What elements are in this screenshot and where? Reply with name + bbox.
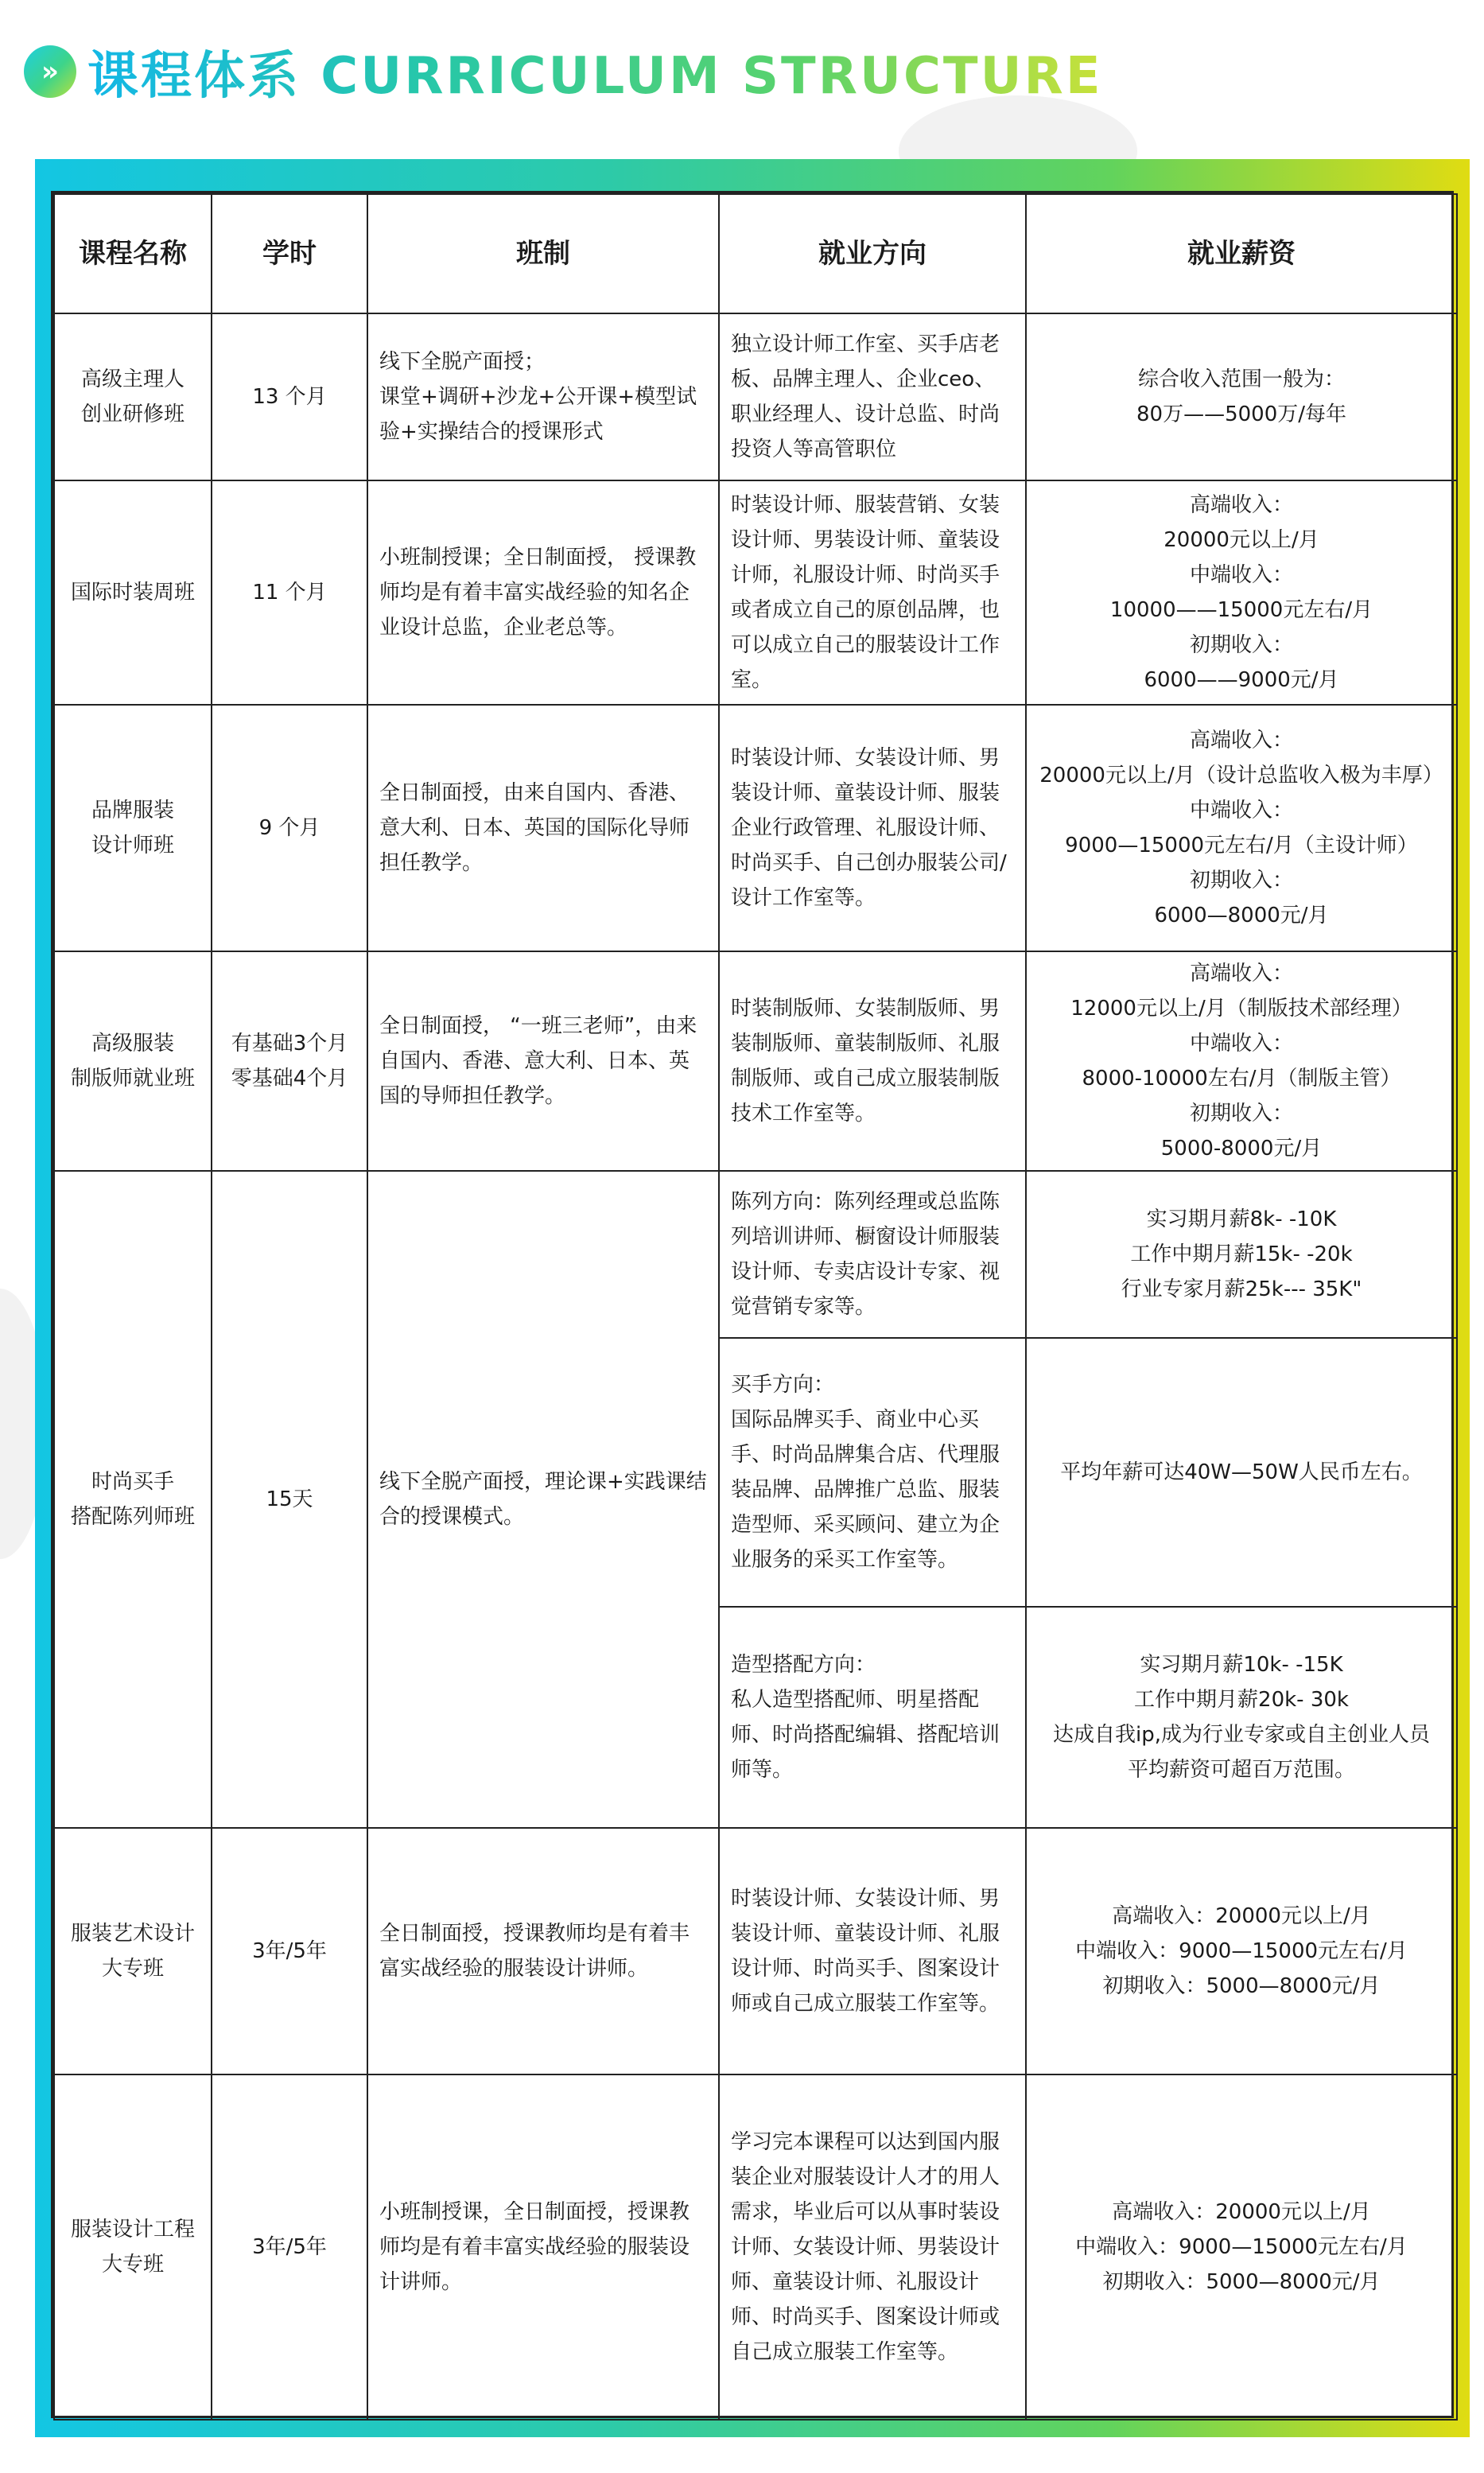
career-direction-cell: 时装设计师、女装设计师、男装设计师、童装设计师、礼服设计师、时尚买手、图案设计师或自己成立服装工作室等。	[719, 1828, 1026, 2074]
salary-cell: 实习期月薪8k- -10K 工作中期月薪15k- -20k 行业专家月薪25k--- 35K"	[1026, 1171, 1457, 1338]
course-name-cell: 国际时装周班	[54, 480, 212, 705]
curriculum-table	[53, 193, 1458, 2421]
header-class-format: 班制	[367, 194, 719, 313]
class-format-cell: 线下全脱产面授，理论课+实践课结合的授课模式。	[367, 1171, 719, 1828]
duration-cell: 3年/5年	[212, 1828, 367, 2074]
table-row	[54, 2074, 1457, 2420]
course-name-cell: 品牌服装 设计师班	[54, 705, 212, 951]
header-salary: 就业薪资	[1026, 194, 1457, 313]
career-direction-cell: 学习完本课程可以达到国内服装企业对服装设计人才的用人需求，毕业后可以从事时装设计师、女装设计师、男装设计师、童装设计师、礼服设计师、时尚买手、图案设计师或自己成立服装工作室等。	[719, 2074, 1026, 2420]
salary-cell: 高端收入： 12000元以上/月（制版技术部经理） 中端收入： 8000-10000左右/月（制版主管） 初期收入： 5000-8000元/月	[1026, 951, 1457, 1171]
salary-cell: 高端收入： 20000元以上/月（设计总监收入极为丰厚） 中端收入： 9000—15000元左右/月（主设计师） 初期收入： 6000—8000元/月	[1026, 705, 1457, 951]
career-direction-cell: 时装制版师、女装制版师、男装制版师、童装制版师、礼服制版师、或自己成立服装制版技术工作室等。	[719, 951, 1026, 1171]
salary-cell: 高端收入：20000元以上/月 中端收入：9000—15000元左右/月 初期收入：5000—8000元/月	[1026, 2074, 1457, 2420]
duration-cell: 15天	[212, 1171, 367, 1828]
duration-cell: 3年/5年	[212, 2074, 367, 2420]
class-format-cell: 全日制面授，由来自国内、香港、意大利、日本、英国的国际化导师担任教学。	[367, 705, 719, 951]
salary-cell: 高端收入： 20000元以上/月 中端收入： 10000——15000元左右/月 初期收入： 6000——9000元/月	[1026, 480, 1457, 705]
table-row	[54, 480, 1457, 705]
career-direction-cell: 造型搭配方向： 私人造型搭配师、明星搭配师、时尚搭配编辑、搭配培训师等。	[719, 1607, 1026, 1828]
table-row	[54, 1828, 1457, 2074]
header-career-direction: 就业方向	[719, 194, 1026, 313]
course-name-cell: 高级主理人 创业研修班	[54, 313, 212, 480]
career-direction-cell: 独立设计师工作室、买手店老板、品牌主理人、企业ceo、职业经理人、设计总监、时尚投资人等高管职位	[719, 313, 1026, 480]
header-duration: 学时	[212, 194, 367, 313]
table-row	[54, 951, 1457, 1171]
class-format-cell: 小班制授课；全日制面授， 授课教师均是有着丰富实战经验的知名企业设计总监，企业老总等。	[367, 480, 719, 705]
career-direction-cell: 时装设计师、服装营销、女装设计师、男装设计师、童装设计师，礼服设计师、时尚买手或者成立自己的原创品牌，也可以成立自己的服装设计工作室。	[719, 480, 1026, 705]
duration-cell: 9 个月	[212, 705, 367, 951]
duration-cell: 13 个月	[212, 313, 367, 480]
table-header-row	[54, 194, 1457, 313]
section-title: 课程体系 CURRICULUM STRUCTURE	[87, 35, 1103, 108]
curriculum-table-container	[51, 191, 1454, 2418]
class-format-cell: 全日制面授， “一班三老师”，由来自国内、香港、意大利、日本、英国的导师担任教学。	[367, 951, 719, 1171]
salary-cell: 高端收入：20000元以上/月 中端收入：9000—15000元左右/月 初期收入：5000—8000元/月	[1026, 1828, 1457, 2074]
duration-cell: 有基础3个月 零基础4个月	[212, 951, 367, 1171]
course-name-cell: 服装艺术设计 大专班	[54, 1828, 212, 2074]
course-name-cell: 时尚买手 搭配陈列师班	[54, 1171, 212, 1828]
class-format-cell: 全日制面授，授课教师均是有着丰富实战经验的服装设计讲师。	[367, 1828, 719, 2074]
career-direction-cell: 买手方向： 国际品牌买手、商业中心买手、时尚品牌集合店、代理服装品牌、品牌推广总监、服装造型师、采买顾问、建立为企业服务的采买工作室等。	[719, 1338, 1026, 1607]
header-course-name: 课程名称	[54, 194, 212, 313]
career-direction-cell: 陈列方向：陈列经理或总监陈列培训讲师、橱窗设计师服装设计师、专卖店设计专家、视觉营销专家等。	[719, 1171, 1026, 1338]
salary-cell: 实习期月薪10k- -15K 工作中期月薪20k- 30k 达成自我ip,成为行业专家或自主创业人员 平均薪资可超百万范围。	[1026, 1607, 1457, 1828]
table-row	[54, 1171, 1457, 1338]
career-direction-cell: 时装设计师、女装设计师、男装设计师、童装设计师、服装企业行政管理、礼服设计师、时尚买手、自己创办服装公司/设计工作室等。	[719, 705, 1026, 951]
class-format-cell: 小班制授课，全日制面授，授课教师均是有着丰富实战经验的服装设计讲师。	[367, 2074, 719, 2420]
course-name-cell: 服装设计工程 大专班	[54, 2074, 212, 2420]
section-header	[24, 36, 1103, 107]
salary-cell: 综合收入范围一般为： 80万——5000万/每年	[1026, 313, 1457, 480]
course-name-cell: 高级服装 制版师就业班	[54, 951, 212, 1171]
class-format-cell: 线下全脱产面授； 课堂+调研+沙龙+公开课+模型试验+实操结合的授课形式	[367, 313, 719, 480]
duration-cell: 11 个月	[212, 480, 367, 705]
table-row	[54, 705, 1457, 951]
salary-cell: 平均年薪可达40W—50W人民币左右。	[1026, 1338, 1457, 1607]
table-gradient-frame	[35, 159, 1470, 2437]
table-row	[54, 313, 1457, 480]
double-chevron-right-icon: »	[24, 45, 76, 98]
